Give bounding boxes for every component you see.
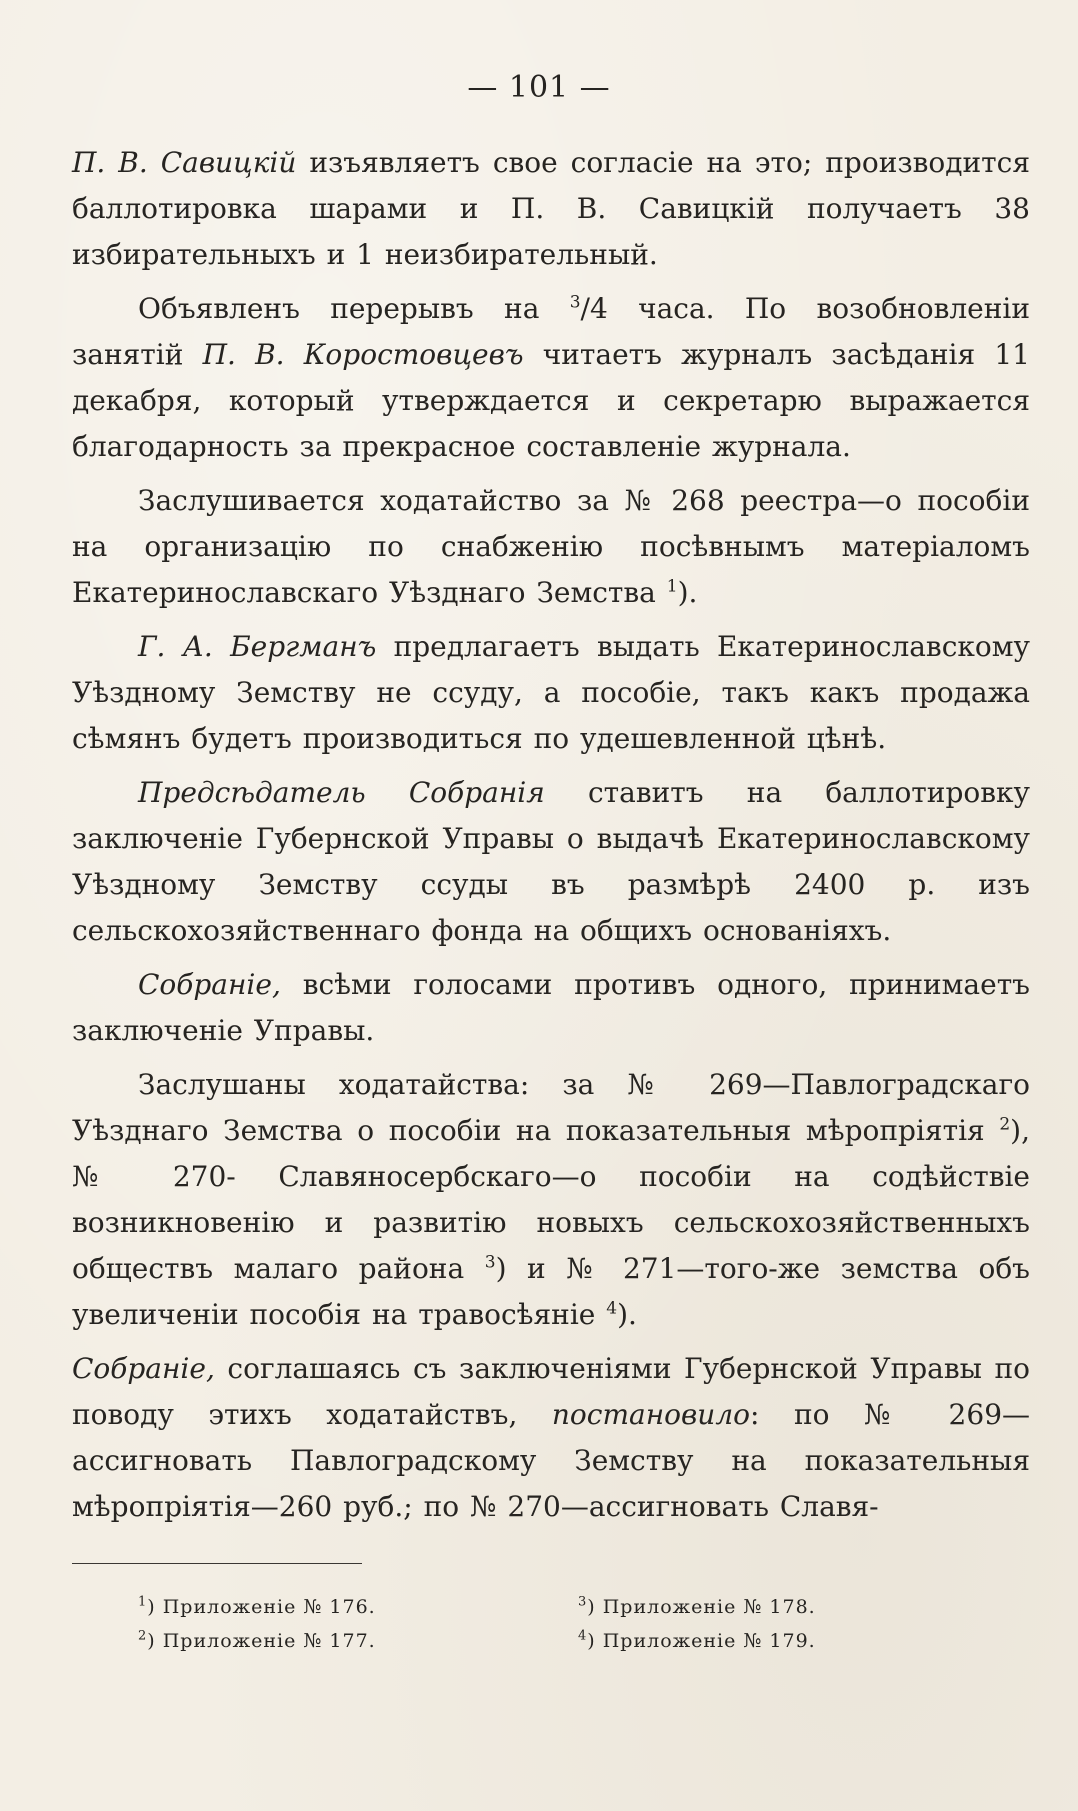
footnote-reference: 3 — [569, 292, 581, 313]
footnote-mark: 1 — [138, 1594, 148, 1610]
paragraph-text: : по № 269—ассигновать Павлоградскому Земству на показательныя мѣропріятія—260 руб.; по № 270—ассигновать Славя- — [72, 1398, 1031, 1523]
paragraph-text: ) и № 271—того-же земства объ увеличеніи пособія на травосѣяніе — [72, 1252, 1030, 1331]
footnote-item — [578, 1590, 958, 1624]
paragraph — [72, 140, 1030, 278]
body-text — [72, 140, 1030, 1538]
paragraph-text: читаетъ журналъ засѣданія 11 декабря, который утверждается и секретарю выражается благодарность за прекрасное составленіе журнала. — [72, 338, 1030, 463]
italic-name: Собраніе, — [138, 968, 281, 1001]
italic-name: постановило — [551, 1398, 751, 1431]
footnote-text: ) Приложеніе № 179. — [587, 1630, 816, 1652]
paragraph-text: ), № 270- Славяносербскаго—о пособіи на содѣйствіе возникновенію и развитію новыхъ сельскохозяйственныхъ обществъ малаго района — [72, 1114, 1030, 1285]
paragraph-text: /4 часа. По возобновленіи занятій — [72, 292, 1030, 371]
italic-name: Г. А. Бергманъ — [138, 630, 377, 663]
paragraph — [72, 478, 1030, 616]
footnote-reference: 3 — [484, 1252, 496, 1273]
footnote-item — [138, 1590, 518, 1624]
paragraph-text: Заслушаны ходатайства: за № 269—Павлоградскаго Уѣзднаго Земства о пособіи на показательныя мѣропріятія — [72, 1068, 1030, 1147]
paragraph — [72, 962, 1030, 1054]
footnote-item — [138, 1624, 518, 1658]
paragraph-text: соглашаясь съ заключеніями Губернской Управы по поводу этихъ ходатайствъ, — [72, 1352, 1030, 1431]
paragraph-text: всѣми голосами противъ одного, принимаетъ заключеніе Управы. — [72, 968, 1030, 1047]
page-number: — 101 — — [467, 70, 611, 105]
paragraph — [72, 1062, 1030, 1338]
footnote-mark: 4 — [578, 1628, 588, 1644]
footnote-mark: 2 — [138, 1628, 148, 1644]
paragraph — [72, 770, 1030, 954]
paragraph-text: предлагаетъ выдать Екатеринославскому Уѣздному Земству не ссуду, а пособіе, такъ какъ продажа сѣмянъ будетъ производиться по удешевленной цѣнѣ. — [72, 630, 1030, 755]
footnote-mark: 3 — [578, 1594, 588, 1610]
footnotes-right-column — [578, 1590, 958, 1658]
paragraph-text: ). — [617, 1298, 637, 1331]
footnote-text: ) Приложеніе № 178. — [587, 1596, 816, 1618]
paragraph — [72, 286, 1030, 470]
italic-name: Собраніе, — [72, 1352, 215, 1385]
footnote-text: ) Приложеніе № 177. — [147, 1630, 376, 1652]
paragraph-text: изъявляетъ свое согласіе на это; производится баллотировка шарами и П. В. Савицкій получаетъ 38 избирательныхъ и 1 неизбирательный. — [72, 146, 1030, 271]
footnote-text: ) Приложеніе № 176. — [147, 1596, 376, 1618]
paragraph-text: Объявленъ перерывъ на — [138, 292, 570, 325]
italic-name: Предсѣдатель Собранія — [138, 776, 545, 809]
paragraph-text: Заслушивается ходатайство за № 268 реестра—о пособіи на организацію по снабженію посѣвнымъ матеріаломъ Екатеринославскаго Уѣзднаго Земства — [72, 484, 1030, 609]
footnotes-left-column — [138, 1590, 518, 1658]
footnote-reference: 1 — [666, 576, 678, 597]
paragraph-text: ). — [677, 576, 698, 609]
italic-name: П. В. Коростовцевъ — [202, 338, 524, 371]
footnote-divider — [72, 1563, 362, 1564]
paragraph — [72, 1346, 1030, 1530]
paragraph — [72, 624, 1030, 762]
paragraph-text: ставитъ на баллотировку заключеніе Губернской Управы о выдачѣ Екатеринославскому Уѣздному Земству ссуды въ размѣрѣ 2400 р. изъ сельскохозяйственнаго фонда на общихъ основаніяхъ. — [72, 776, 1030, 947]
footnote-item — [578, 1624, 958, 1658]
footnote-reference: 2 — [999, 1114, 1011, 1135]
italic-name: П. В. Савицкій — [72, 146, 297, 179]
footnote-reference: 4 — [606, 1298, 618, 1319]
